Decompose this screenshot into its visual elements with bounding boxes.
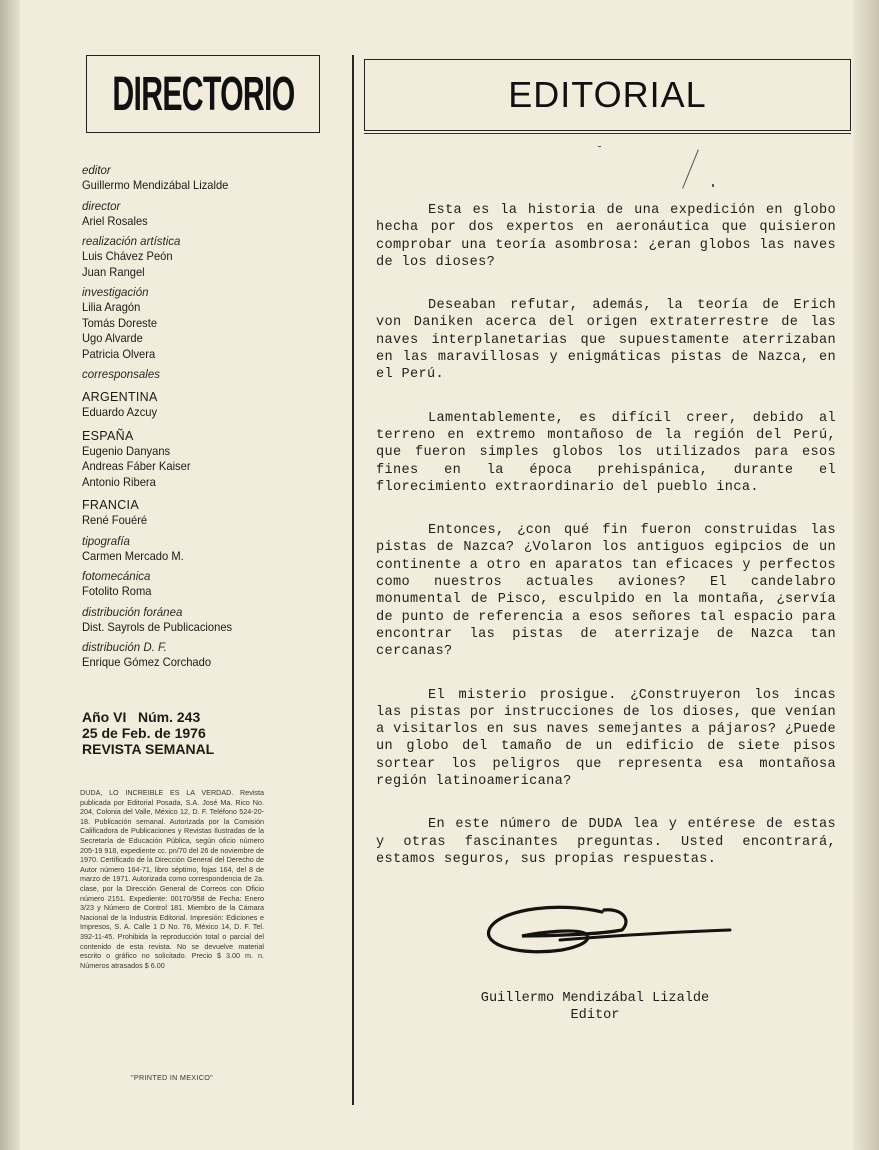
- staff-name: Dist. Sayrols de Publicaciones: [82, 619, 233, 634]
- correspondent-name: Antonio Ribera: [82, 474, 156, 489]
- legal-notice: DUDA, LO INCREIBLE ES LA VERDAD. Revista publicada por Editorial Posada, S.A. José Ma. Rico No. 204, Colonia del Valle, México 12, D. F. Teléfono 524-20-18. Publicación semanal. Autorizada por la Comisión Calificadora de Publicaciones y Revistas Ilustradas de la Secretaría de Educación Pública, según oficio número 205-19 918, expediente cc. pn/70 del 26 de noviembre de 1970. Certificado de la Dirección General del Derecho de Autor número 164-71, libro séptimo, fojas 164, del 8 de marzo de 1971. Autorizada como correspondencia de 2a. clase, por la Dirección General de Correos con Oficio número 2151. Expediente: 00170/958 de Fecha: Enero 3/23 y Número de Control 181. Miembro de la Cámara Nacional de la Industria Editorial. Impresión: Ediciones e Impresos, S. A. Calle 1 D No. 76, México 14, D. F. Tel. 392-11-45. Prohibida la reproducción total o parcial del contenido de esta revista. No se devuelve material escrito o gráfico no solicitado. Precio $ 3.00 m. n. Números atrasados $ 6.00: [80, 788, 264, 970]
- page-edge-left: [0, 0, 20, 1150]
- staff-role: corresponsales: [82, 369, 160, 381]
- staff-name: Ugo Alvarde: [82, 331, 143, 345]
- editorial-paragraph: Esta es la historia de una expedición en globo hecha por dos expertos en aeronáutica que quisieron comprobar una teoría asombrosa: ¿eran globos las naves de los dioses?: [376, 203, 836, 270]
- print-speck: [682, 149, 699, 188]
- staff-name: Enrique Gómez Corchado: [82, 655, 212, 669]
- staff-role: investigación: [82, 287, 149, 299]
- editorial-header-box: [364, 59, 851, 131]
- staff-role: fotomecánica: [82, 571, 151, 583]
- correspondent-name: René Fouéré: [82, 513, 148, 527]
- staff-role: director: [82, 200, 121, 213]
- correspondent-name: Eugenio Danyans: [82, 443, 171, 458]
- correspondent-country: ARGENTINA: [82, 390, 158, 404]
- signer-title: Editor: [570, 1008, 620, 1023]
- correspondent-name: Andreas Fáber Kaiser: [82, 459, 191, 473]
- staff-role: distribución foránea: [82, 606, 183, 619]
- staff-role: distribución D. F.: [82, 642, 167, 654]
- staff-role: editor: [82, 165, 111, 177]
- signer-name: Guillermo Mendizábal Lizalde: [480, 991, 710, 1006]
- correspondent-country: ESPAÑA: [82, 428, 134, 443]
- column-divider: [352, 55, 354, 1105]
- printed-in-mexico: "PRINTED IN MEXICO": [131, 1073, 213, 1082]
- staff-list: [82, 158, 342, 671]
- staff-role: realización artística: [82, 236, 181, 248]
- staff-name: Luis Chávez Peón: [82, 249, 173, 263]
- staff-name: Fotolito Roma: [82, 584, 152, 598]
- editorial-body: [376, 202, 836, 894]
- staff-name: Lilia Aragón: [82, 300, 141, 314]
- editorial-paragraph: En este número de DUDA lea y entérese de estas y otras fascinantes preguntas. Usted encontrará, estamos seguros, sus propias respuestas.: [376, 817, 836, 867]
- issue-number: Año VI Núm. 243: [82, 709, 201, 725]
- staff-name: Carmen Mercado M.: [82, 548, 184, 563]
- editorial-rule: [364, 133, 851, 134]
- correspondent-name: Eduardo Azcuy: [82, 405, 158, 419]
- staff-name: Patricia Olvera: [82, 346, 156, 361]
- editorial-paragraph: Entonces, ¿con qué fin fueron construidas las pistas de Nazca? ¿Volaron los antiguos egipcios de un continente a otro en aparatos tan eficaces y perfectos como nuestros actuales aviones? El candelabro monumental de Pisco, esculpido en la montaña, ¿servía de punto de referencia a esos señores tal espacio para encontrar las pistas de aterrizaje de Nazca tan cercanas?: [376, 523, 836, 660]
- editorial-paragraph: El misterio prosigue. ¿Construyeron los incas las pistas por instrucciones de los dioses, que venían a visitarlos en sus naves semejantes a pájaros? ¿Puede un globo del tamaño de un edificio de siete pisos sortear los peligros que representa esa montañosa región latinoamericana?: [376, 687, 836, 790]
- issue-info: [82, 709, 282, 757]
- editorial-paragraph: Lamentablemente, es difícil creer, debido al terreno en extremo montañoso de la región del Perú, que fueron simples globos los utilizados para esos fines en la época prehispánica, durante el florecimiento extraordinario del pueblo inca.: [376, 410, 836, 495]
- page-edge-right: [853, 0, 879, 1150]
- staff-name: Tomás Doreste: [82, 315, 158, 330]
- print-speck: [598, 146, 601, 147]
- signer-block: [420, 990, 770, 1024]
- print-speck: [712, 184, 714, 187]
- editorial-title: EDITORIAL: [508, 74, 707, 115]
- issue-frequency: REVISTA SEMANAL: [82, 741, 215, 757]
- staff-role: tipografía: [82, 535, 130, 548]
- staff-name: Ariel Rosales: [82, 213, 148, 228]
- correspondent-country: FRANCIA: [82, 498, 139, 512]
- editorial-paragraph: Deseaban refutar, además, la teoría de Erich von Daniken acerca del origen extraterrestre de las naves interplanetarias que supuestamente aterrizaban en las maravillosas y enigmáticas pistas de Nazca, en el Perú.: [376, 298, 836, 383]
- directory-title: DIRECTORIO: [111, 66, 295, 121]
- staff-name: Guillermo Mendizábal Lizalde: [82, 178, 229, 192]
- directory-header-box: [86, 55, 320, 133]
- staff-name: Juan Rangel: [82, 264, 145, 279]
- editor-signature-icon: [482, 900, 732, 970]
- issue-date: 25 de Feb. de 1976: [82, 725, 206, 741]
